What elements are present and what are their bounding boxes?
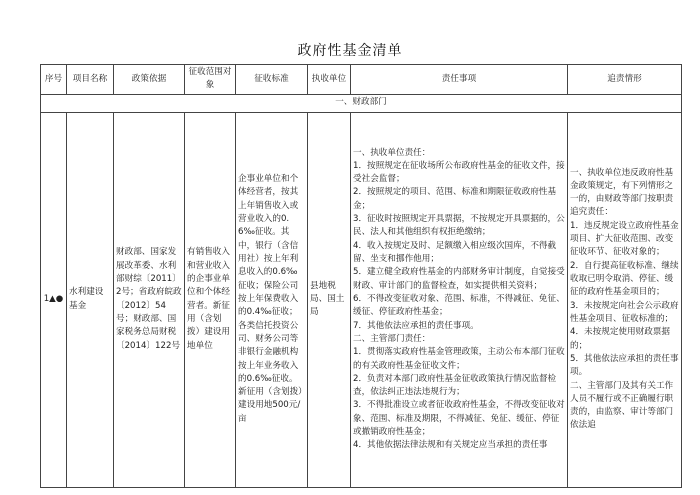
duty-line: 2．按照规定的项目、范围、标准和期限征收政府性基金； — [353, 187, 557, 211]
duty-line: 3．不得批准设立或者征收政府性基金，不得改变征收对象、范围、标准及期限，不得减征、免征、缓征、停征或撤销政府性基金； — [353, 400, 565, 438]
table-header-row — [41, 65, 682, 95]
document-title: 政府性基金清单 — [297, 43, 403, 59]
header-policy-basis: 政策依据 — [114, 65, 185, 95]
cell-policy-basis: 财政部、国家发展改革委、水利部财综〔2011〕2号；省政府皖政〔2012〕54号；财政部、国家税务总局财税〔2014〕122号 — [114, 112, 185, 487]
duty-line: 1．按照规定在征收场所公布政府性基金的征收文件，接受社会监督； — [353, 160, 565, 185]
cell-seq: 1▲● — [41, 112, 67, 487]
duty-line: 5．建立健全政府性基金的内部财务审计制度，自觉接受财政、审计部门的监督检查，如实提供相关资料； — [353, 267, 565, 291]
accountability-line: 一、执收单位违反政府性基金政策规定，有下列情形之一的，由财政等部门按职责追究责任： — [570, 167, 674, 218]
duty-line: 4．其他依据法律法规和有关规定应当承担的责任事 — [353, 440, 548, 451]
header-project-name: 项目名称 — [67, 65, 114, 95]
duty-line: 1．贯彻落实政府性基金管理政策，主动公布本部门征收的有关政府性基金征收文件； — [353, 347, 565, 371]
table-row — [41, 112, 682, 487]
fund-list-table — [40, 64, 682, 488]
header-responsibilities: 责任事项 — [351, 65, 568, 95]
cell-project-name: 水利建设基金 — [67, 112, 114, 487]
accountability-line: 5．其他依法应承担的责任事项。 — [570, 353, 679, 378]
duty-line: 7．其他依法应承担的责任事项。 — [353, 320, 479, 331]
cell-collection-scope: 有销售收入和营业收入的企事业单位和个体经营者。新征用（含划拨）建设用地单位 — [185, 112, 236, 487]
accountability-line: 3．未按规定向社会公示政府性基金项目、征收标准的； — [570, 300, 679, 324]
cell-collection-standard: 企事业单位和个体经营者，按其上年销售收入或营业收入的0.6‰征收。其中，银行（含信用社）按上年利息收入的0.6‰征收；保险公司按上年保费收入的0.4‰征收；各类信托投资公司、财务公司等非银行金融机构按上年业务收入的0.6‰征收。新征用（含划拨）建设用地500元/亩 — [236, 112, 308, 487]
accountability-line: 1．违反规定设立政府性基金项目、扩大征收范围、改变征收环节、征收对象的； — [570, 220, 679, 258]
duty-line: 一、执收单位责任： — [353, 147, 431, 158]
duty-line: 3．征收时按照规定开具票据，不按规定开具票据的，公民、法人和其他组织有权拒绝缴纳； — [353, 214, 565, 238]
duty-line: 6．不得改变征收对象、范围、标准，不得减征、免征、缓征、停征政府性基金； — [353, 293, 565, 318]
duty-line: 4．收入按规定及时、足额缴入相应级次国库，不得截留、坐支和挪作他用； — [353, 240, 557, 265]
header-collecting-unit: 执收单位 — [308, 65, 351, 95]
accountability-line: 4．未按规定使用财政票据的； — [570, 327, 670, 351]
header-collection-standard: 征收标准 — [236, 65, 308, 95]
section-row — [41, 94, 682, 112]
duty-line: 二、主管部门责任： — [353, 333, 431, 344]
duty-line: 2．负责对本部门政府性基金征收政策执行情况监督检查，依法纠正违法违规行为； — [353, 373, 557, 398]
cell-responsibilities — [351, 112, 568, 487]
cell-accountability — [568, 112, 682, 487]
header-accountability: 追责情形 — [568, 65, 682, 95]
header-collection-scope: 征收范围对象 — [185, 65, 236, 95]
accountability-line: 二、主管部门及其有关工作人员不履行或不正确履行职责的，由监察、审计等部门依法追 — [570, 380, 674, 431]
accountability-line: 2．自行提高征收标准、继续收取已明令取消、停征、缓征的政府性基金项目的； — [570, 260, 679, 298]
section-label: 一、财政部门 — [41, 94, 682, 112]
cell-collecting-unit: 县地税局、国土局 — [308, 112, 351, 487]
header-seq: 序号 — [41, 65, 67, 95]
